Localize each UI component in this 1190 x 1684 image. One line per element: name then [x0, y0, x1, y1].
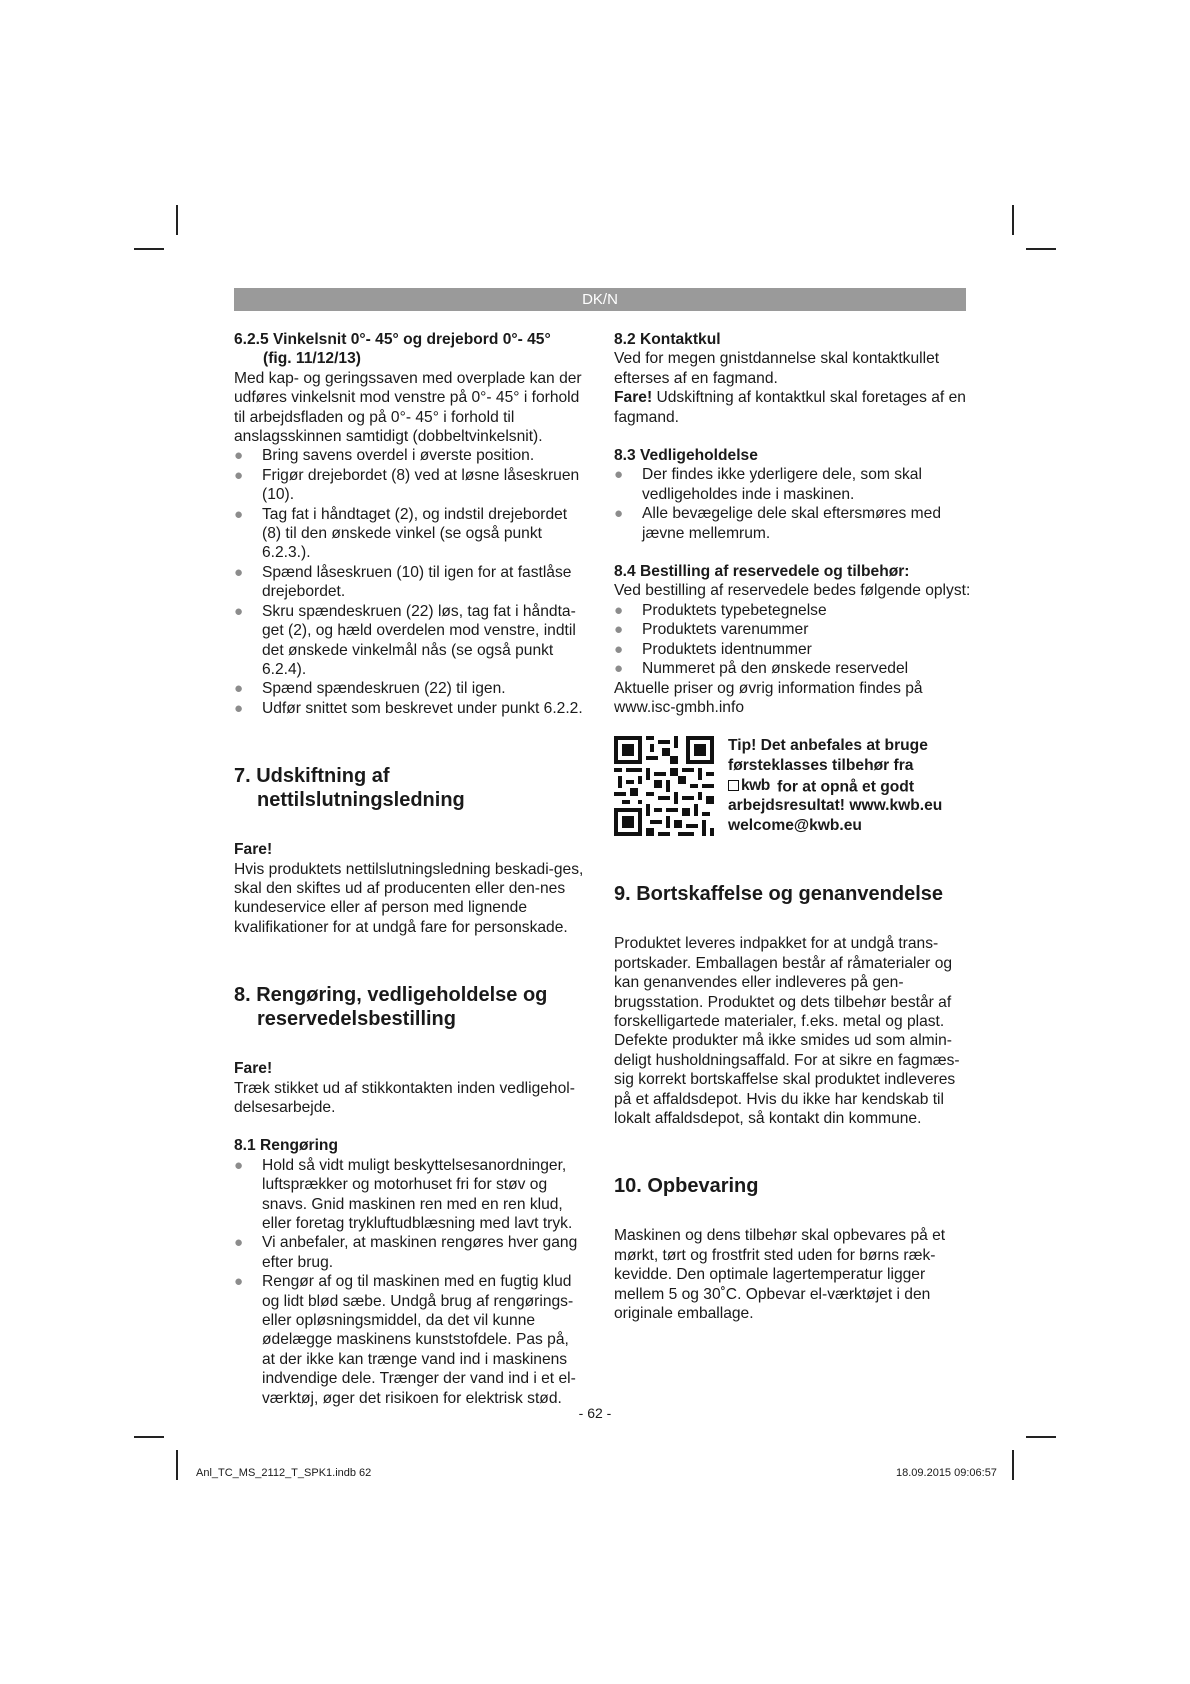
- section-6-2-5-heading: 6.2.5 Vinkelsnit 0°- 45° og drejebord 0°- 45° (fig. 11/12/13): [234, 331, 551, 368]
- bullet-icon: ●: [234, 1273, 244, 1291]
- crop-mark: [1026, 1436, 1056, 1438]
- list-item: ● Rengør af og til maskinen med en fugtig klud og lidt blød sæbe. Undgå brug af rengørings-eller opløsningsmiddel, da det vil kunne ødelægge maskinens kunststofdele. Pas på, at der ikke kan trænge vand ind i maskinens indvendige dele. Trænger der vand ind i et el-værktøj, øger det risikoen for elektrisk stød.: [234, 1273, 576, 1407]
- file-info: Anl_TC_MS_2112_T_SPK1.indb 62: [196, 1467, 372, 1479]
- bullet-icon: ●: [234, 1156, 244, 1174]
- list-item: ● Frigør drejebordet (8) ved at løsne låseskruen (10).: [234, 466, 580, 504]
- list-item: ● Produktets varenummer: [614, 621, 809, 639]
- section-6-2-5-list: [234, 446, 586, 718]
- list-item: ● Spænd låseskruen (10) til igen for at fastlåse drejebordet.: [234, 563, 572, 601]
- crop-mark: [176, 205, 178, 235]
- list-item: ● Nummeret på den ønskede reservedel: [614, 660, 909, 678]
- list-item: ● Hold så vidt muligt beskyttelsesanordninger, luftsprækker og motorhuset fri for støv og snavs. Gnid maskinen ren med en ren klud, eller foretag trykluftudblæsning med lavt tryk.: [234, 1156, 573, 1232]
- bullet-icon: ●: [234, 447, 244, 465]
- section-8-4-heading: 8.4 Bestilling af reservedele og tilbehør:: [614, 563, 910, 581]
- section-8-4-list: [614, 601, 974, 679]
- bullet-icon: ●: [234, 563, 244, 581]
- bullet-icon: ●: [234, 505, 244, 523]
- bullet-icon: ●: [614, 466, 624, 484]
- qr-code-icon[interactable]: [614, 736, 714, 836]
- left-column: [234, 330, 586, 1408]
- section-9-text: Produktet leveres indpakket for at undgå trans-portskader. Emballagen består af råmaterialer og kan genanvendes eller indleveres på gen-brugsstation. Produktet og dets tilbehør består af forskelligartede materialer, f.eks. metal og plast. Defekte produkter må ikke smides ud som almin-deligt husholdningsaffald. For at sikre en fagmæs-sig korrekt bortskaffelse skal produktet indleveres på et affaldsdepot. Hvis du ikke har kendskab til lokalt affaldsdepot, så kontakt din kommune.: [614, 935, 960, 1127]
- section-8-3-list: [614, 465, 974, 543]
- bullet-icon: ●: [614, 660, 624, 678]
- section-8-heading: 8. Rengøring, vedligeholdelse og reservedelsbestilling: [234, 984, 548, 1031]
- section-8-2-heading: 8.2 Kontaktkul: [614, 331, 721, 348]
- list-item: ● Skru spændeskruen (22) løs, tag fat i håndta-get (2), og hæld overdelen mod venstre, indtil det ønskede vinkelmål nås (se også punkt 6.2.4).: [234, 602, 576, 678]
- list-item: ● Vi anbefaler, at maskinen rengøres hver gang efter brug.: [234, 1234, 578, 1271]
- crop-mark: [1012, 1450, 1014, 1480]
- section-8-text: Træk stikket ud af stikkontakten inden vedligehol-delsesarbejde.: [234, 1079, 575, 1116]
- section-7-heading: 7. Udskiftning af nettilslutningsledning: [234, 765, 465, 812]
- section-7-text: Hvis produktets nettilslutningsledning beskadi-ges, skal den skiftes ud af producenten eller den-nes kundeservice eller af person med lignende kvalifikationer for at undgå fare for personskade.: [234, 860, 584, 936]
- section-7-danger-label: Fare!: [234, 841, 273, 859]
- section-8-1-heading: 8.1 Rengøring: [234, 1137, 338, 1155]
- print-datetime: 18.09.2015 09:06:57: [896, 1467, 997, 1479]
- kwb-email[interactable]: welcome@kwb.eu: [728, 816, 862, 834]
- bullet-icon: ●: [234, 602, 244, 620]
- list-item: ● Bring savens overdel i øverste position.: [234, 447, 535, 465]
- list-item: ● Produktets identnummer: [614, 640, 812, 658]
- section-8-2-text: Ved for megen gnistdannelse skal kontaktkullet efterses af en fagmand.: [614, 350, 940, 387]
- bullet-icon: ●: [614, 505, 624, 523]
- list-item: ● Tag fat i håndtaget (2), og indstil drejebordet (8) til den ønskede vinkel (se også punkt 6.2.3.).: [234, 505, 568, 562]
- section-8-3-heading: 8.3 Vedligeholdelse: [614, 447, 758, 465]
- section-6-2-5-intro: Med kap- og geringssaven med overplade kan der udføres vinkelsnit mod venstre på 0°- 45° i forhold til arbejdsfladen og på 0°- 45° i forhold til anslagsskinnen samtidigt (dobbeltvinkelsnit).: [234, 369, 582, 446]
- crop-mark: [1026, 248, 1056, 250]
- page-number: - 62 -: [578, 1405, 612, 1421]
- crop-mark: [134, 248, 164, 250]
- tip-text: Tip! Det anbefales at bruge førsteklasses tilbehør fra kwb for at opnå et godt arbejdsresultat! www.kwb.eu welcome@kwb.eu: [728, 737, 943, 834]
- section-8-danger-label: Fare!: [234, 1060, 273, 1078]
- bullet-icon: ●: [614, 601, 624, 619]
- section-10-heading: 10. Opbevaring: [614, 1175, 759, 1198]
- section-9-heading: 9. Bortskaffelse og genanvendelse: [614, 883, 944, 906]
- tip-box: [614, 736, 974, 836]
- kwb-link[interactable]: arbejdsresultat! www.kwb.eu: [728, 797, 943, 815]
- list-item: ● Udfør snittet som beskrevet under punkt 6.2.2.: [234, 699, 583, 717]
- list-item: ● Spænd spændeskruen (22) til igen.: [234, 680, 506, 698]
- section-10-text: Maskinen og dens tilbehør skal opbevares på et mørkt, tørt og frostfrit sted uden for børns ræk-kevidde. Den optimale lagertemperatur ligger mellem 5 og 30˚C. Opbevar el-værktøjet i den originale emballage.: [614, 1227, 946, 1322]
- section-8-2-danger: Fare! Udskiftning af kontaktkul skal foretages af en fagmand.: [614, 389, 966, 426]
- language-header-bar: DK/N: [234, 288, 966, 311]
- right-column: [614, 330, 974, 1323]
- list-item: ● Produktets typebetegnelse: [614, 601, 827, 619]
- bullet-icon: ●: [234, 466, 244, 484]
- crop-mark: [176, 1450, 178, 1480]
- list-item: ● Alle bevægelige dele skal eftersmøres med jævne mellemrum.: [614, 505, 942, 542]
- crop-mark: [1012, 205, 1014, 235]
- kwb-logo: kwb: [728, 776, 770, 796]
- section-8-4-text: Ved bestilling af reservedele bedes følgende oplyst:: [614, 582, 971, 600]
- bullet-icon: ●: [234, 699, 244, 717]
- section-8-1-list: [234, 1156, 586, 1408]
- bullet-icon: ●: [614, 640, 624, 658]
- list-item: ● Der findes ikke yderligere dele, som skal vedligeholdes inde i maskinen.: [614, 466, 922, 503]
- section-8-4-footer: Aktuelle priser og øvrig information findes på www.isc-gmbh.info: [614, 679, 923, 716]
- bullet-icon: ●: [234, 1234, 244, 1252]
- bullet-icon: ●: [614, 621, 624, 639]
- crop-mark: [134, 1436, 164, 1438]
- bullet-icon: ●: [234, 680, 244, 698]
